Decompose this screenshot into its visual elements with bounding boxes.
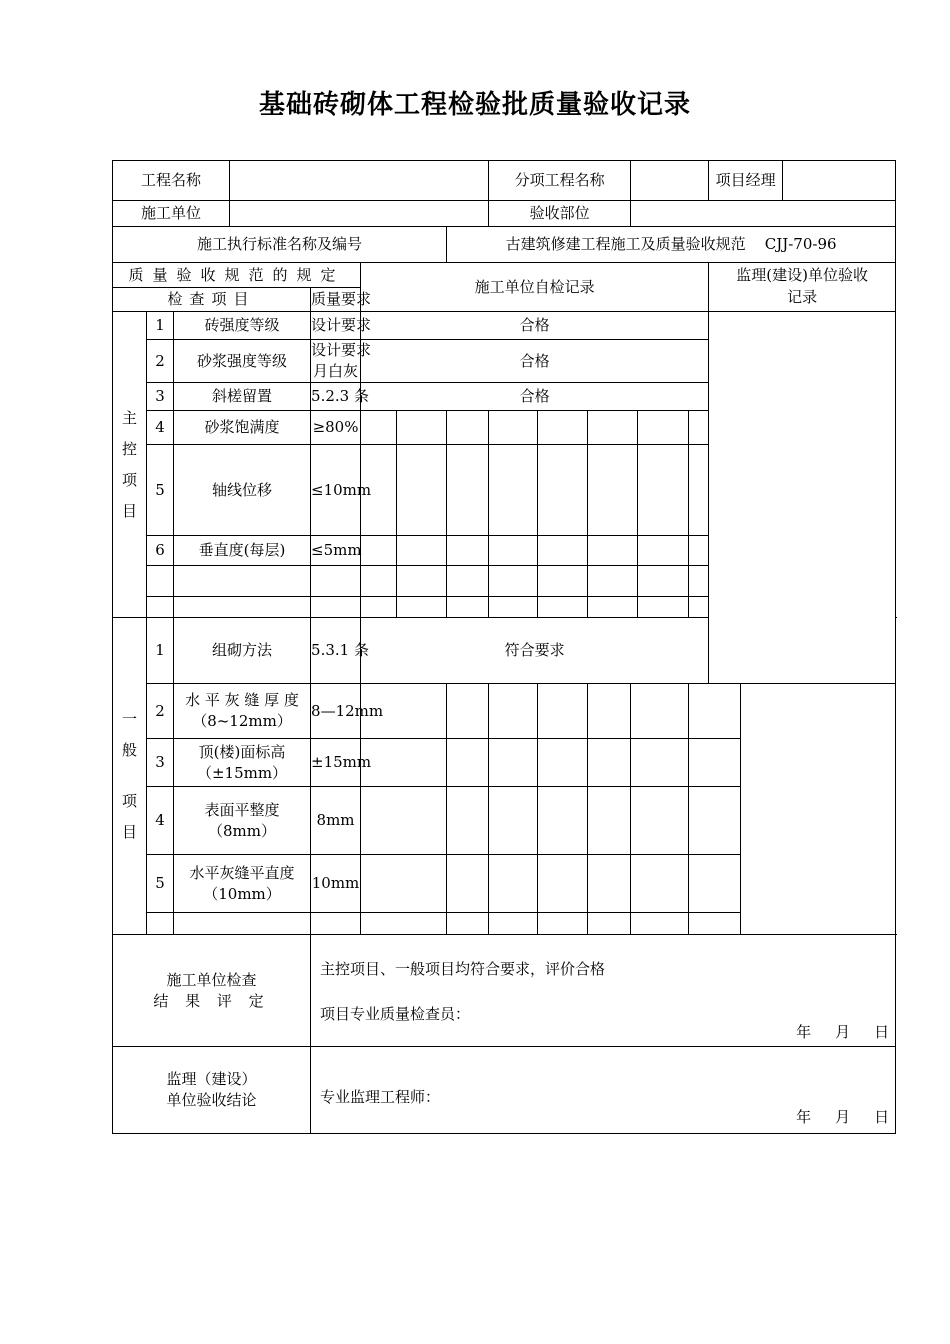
item-req: 10mm: [311, 855, 361, 913]
measure-cell[interactable]: [361, 855, 447, 913]
check-item-header: 检查项目: [113, 288, 311, 312]
measure-cell[interactable]: [489, 739, 538, 787]
standard-value: 古建筑修建工程施工及质量验收规范 CJJ-70-96: [447, 227, 896, 263]
measure-cell[interactable]: [588, 536, 638, 566]
item-no: 3: [147, 739, 174, 787]
supervisor-header: [709, 263, 896, 312]
measure-cell[interactable]: [588, 739, 631, 787]
measure-cell[interactable]: [631, 684, 689, 739]
item-result[interactable]: 合格: [361, 383, 709, 411]
measure-cell[interactable]: [361, 536, 397, 566]
item-result[interactable]: 符合要求: [361, 618, 709, 684]
inspection-record-table: [112, 160, 896, 1134]
measure-cell[interactable]: [631, 787, 689, 855]
measure-cell[interactable]: [538, 739, 588, 787]
measure-cell[interactable]: [447, 739, 489, 787]
item-no: 2: [147, 684, 174, 739]
item-name: 砂浆强度等级: [174, 340, 311, 383]
evaluation-content[interactable]: [311, 935, 896, 1047]
supervision-content[interactable]: [311, 1047, 896, 1134]
measure-cell[interactable]: [538, 445, 588, 536]
item-req: 8—12mm: [311, 684, 361, 739]
item-req: 设计要求 月白灰: [311, 340, 361, 383]
measure-cell[interactable]: [489, 787, 538, 855]
supervisor-header-line2: 记录: [787, 288, 818, 306]
measure-cell[interactable]: [361, 739, 447, 787]
measure-cell[interactable]: [447, 684, 489, 739]
item-no: 2: [147, 340, 174, 383]
header-row-1: [113, 161, 896, 201]
item-req: ≤10mm: [311, 445, 361, 536]
item-no: 4: [147, 411, 174, 445]
item-no: 5: [147, 855, 174, 913]
measure-cell[interactable]: [447, 445, 489, 536]
item-req: ≤5mm: [311, 536, 361, 566]
item-no: 5: [147, 445, 174, 536]
measure-cell[interactable]: [638, 445, 689, 536]
measure-cell[interactable]: [631, 855, 689, 913]
measure-cell[interactable]: [489, 411, 538, 445]
item-name: 轴线位移: [174, 445, 311, 536]
project-name-field[interactable]: [230, 161, 489, 201]
measure-cell[interactable]: [631, 739, 689, 787]
item-name: 水 平 灰 缝 厚 度 （8~12mm）: [174, 684, 311, 739]
main-item-row-1: [113, 312, 896, 340]
measure-cell[interactable]: [538, 684, 588, 739]
supervision-row: [113, 1047, 896, 1134]
header-row-2: [113, 201, 896, 227]
contractor-field[interactable]: [230, 201, 489, 227]
measure-cell[interactable]: [361, 787, 447, 855]
item-name: 砖强度等级: [174, 312, 311, 340]
measure-cell[interactable]: [538, 536, 588, 566]
measure-cell[interactable]: [447, 855, 489, 913]
item-name: 垂直度(每层): [174, 536, 311, 566]
acceptance-part-label: 验收部位: [489, 201, 631, 227]
page-title: 基础砖砌体工程检验批质量验收记录: [258, 90, 691, 120]
supervision-date: 年 月 日: [796, 1108, 890, 1126]
measure-cell[interactable]: [588, 855, 631, 913]
supervising-engineer-label: 专业监理工程师：: [320, 1088, 441, 1106]
measure-cell[interactable]: [447, 536, 489, 566]
general-group-label: 一 般 项 目: [113, 618, 147, 935]
measure-cell[interactable]: [538, 787, 588, 855]
item-req: 8mm: [311, 787, 361, 855]
item-no: 1: [147, 618, 174, 684]
supervisor-header-line1: 监理(建设)单位验收: [736, 266, 868, 284]
item-name: 组砌方法: [174, 618, 311, 684]
general-empty-row: [113, 913, 896, 935]
supervision-label: 监理（建设） 单位验收结论: [113, 1047, 311, 1134]
general-item-row-2: [113, 684, 896, 739]
item-result[interactable]: 合格: [361, 312, 709, 340]
sub-project-field[interactable]: [631, 161, 709, 201]
manager-field[interactable]: [783, 161, 896, 201]
item-no: 4: [147, 787, 174, 855]
sub-project-label: 分项工程名称: [489, 161, 631, 201]
general-item-row-5: [113, 855, 896, 913]
quality-req-header: 质量要求: [311, 288, 361, 312]
quality-inspector-label: 项目专业质量检查员：: [320, 1005, 471, 1023]
measure-cell[interactable]: [638, 536, 689, 566]
item-result[interactable]: 合格: [361, 340, 709, 383]
measure-cell[interactable]: [689, 739, 741, 787]
header-row-3: [113, 227, 896, 263]
acceptance-part-field[interactable]: [631, 201, 896, 227]
item-req: 5.3.1 条: [311, 618, 361, 684]
item-req: 5.2.3 条: [311, 383, 361, 411]
measure-cell[interactable]: [689, 445, 741, 536]
item-req: ±15mm: [311, 739, 361, 787]
item-no: 1: [147, 312, 174, 340]
spec-header: 质量验收规范的规定: [113, 263, 361, 288]
measure-cell[interactable]: [588, 411, 638, 445]
measure-cell[interactable]: [397, 411, 447, 445]
measure-cell[interactable]: [689, 787, 741, 855]
standard-label: 施工执行标准名称及编号: [113, 227, 447, 263]
item-name: 斜槎留置: [174, 383, 311, 411]
measure-cell[interactable]: [588, 787, 631, 855]
general-item-row-3: [113, 739, 896, 787]
measure-cell[interactable]: [489, 445, 538, 536]
measure-cell[interactable]: [489, 536, 538, 566]
measure-cell[interactable]: [689, 855, 741, 913]
manager-label: 项目经理: [709, 161, 783, 201]
measure-cell[interactable]: [638, 411, 689, 445]
item-name: 砂浆饱满度: [174, 411, 311, 445]
measure-cell[interactable]: [689, 684, 741, 739]
measure-cell[interactable]: [489, 684, 538, 739]
main-group-label: 主 控 项 目: [113, 312, 147, 618]
self-check-header: 施工单位自检记录: [361, 263, 709, 312]
measure-cell[interactable]: [447, 411, 489, 445]
measure-cell[interactable]: [397, 536, 447, 566]
project-name-label: 工程名称: [113, 161, 230, 201]
item-name: 水平灰缝平直度 （10mm）: [174, 855, 311, 913]
item-name: 表面平整度 （8mm）: [174, 787, 311, 855]
item-name: 顶(楼)面标高 （±15mm）: [174, 739, 311, 787]
column-header-row-1: [113, 263, 896, 288]
measure-cell[interactable]: [689, 536, 741, 566]
measure-cell[interactable]: [538, 855, 588, 913]
measure-cell[interactable]: [447, 787, 489, 855]
item-req: ≥80%: [311, 411, 361, 445]
measure-cell[interactable]: [538, 411, 588, 445]
item-req: 设计要求: [311, 312, 361, 340]
measure-cell[interactable]: [397, 445, 447, 536]
measure-cell[interactable]: [489, 855, 538, 913]
measure-cell[interactable]: [689, 411, 741, 445]
evaluation-label: 施工单位检查 结 果 评 定: [113, 935, 311, 1047]
general-item-row-4: [113, 787, 896, 855]
evaluation-row: [113, 935, 896, 1047]
evaluation-conclusion: 主控项目、一般项目均符合要求，评价合格: [320, 960, 606, 978]
evaluation-date: 年 月 日: [796, 1023, 890, 1041]
measure-cell[interactable]: [361, 411, 397, 445]
measure-cell[interactable]: [588, 684, 631, 739]
measure-cell[interactable]: [588, 445, 638, 536]
item-no: 6: [147, 536, 174, 566]
contractor-label: 施工单位: [113, 201, 230, 227]
item-no: 3: [147, 383, 174, 411]
